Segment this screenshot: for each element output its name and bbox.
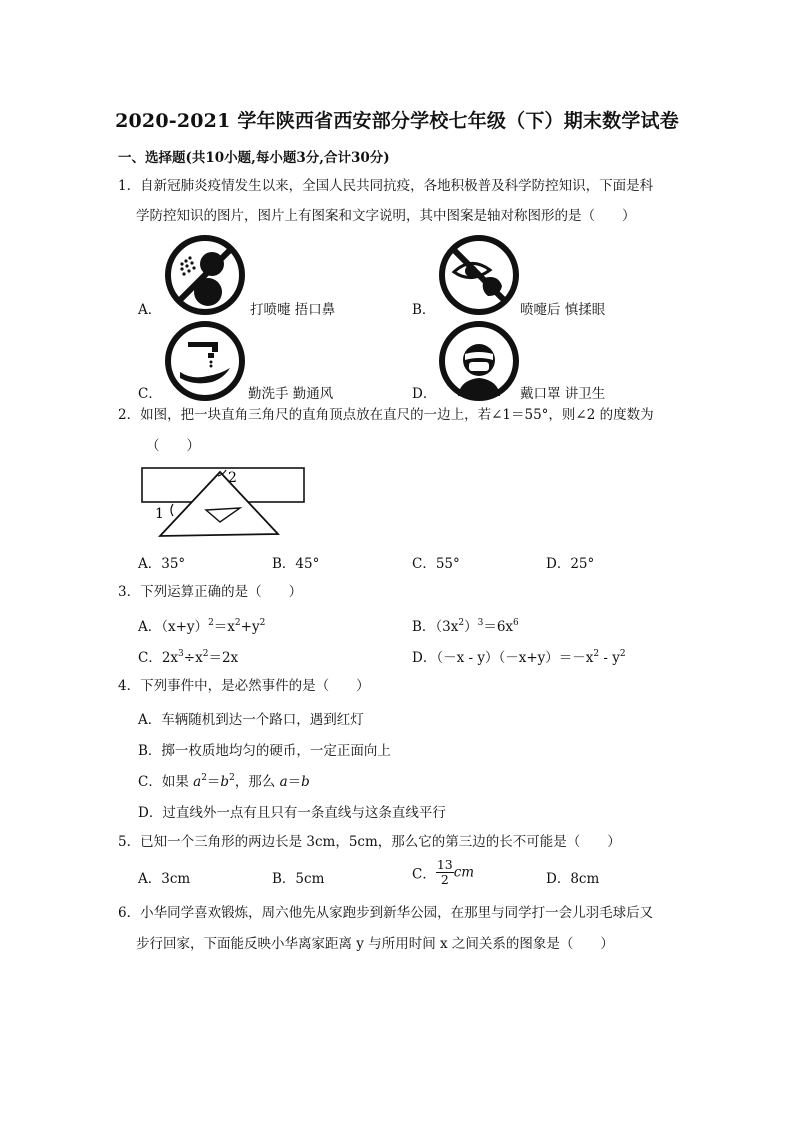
q1-option-a-label: A． — [138, 302, 162, 318]
q1-option-d-caption: 戴口罩 讲卫生 — [520, 386, 606, 402]
q2-option-b: B．45° — [272, 556, 320, 572]
q3-option-b: B．$(3x^2)^3=6x^6$ — [412, 618, 519, 635]
section-heading: 一、选择题(共10小题,每小题3分,合计30分) — [118, 150, 390, 166]
page-title: 2020-2021 学年陕西省西安部分学校七年级（下）期末数学试卷 — [115, 110, 679, 132]
q1-stem-line2: 学防控知识的图片，图片上有图案和文字说明，其中图案是轴对称图形的是（ ） — [136, 208, 636, 224]
q6-stem-line1: 6．小华同学喜欢锻炼，周六他先从家跑步到新华公园，在那里与同学打一会儿羽毛球后又 — [118, 905, 654, 921]
q6-stem-line2: 步行回家，下面能反映小华离家距离 y 与所用时间 x 之间关系的图象是（ ） — [136, 936, 614, 952]
q4-option-c: C．如果 $a^2=b^2$，那么 a＝b — [138, 773, 310, 790]
q1-stem-line1: 1．自新冠肺炎疫情发生以来，全国人民共同抗疫，各地积极普及科学防控知识，下面是科 — [118, 178, 654, 194]
ruler-triangle-figure — [140, 464, 310, 542]
q5-option-d: D．8cm — [546, 871, 600, 887]
q2-option-d: D．25° — [546, 556, 595, 572]
q2-stem-line2: （ ） — [146, 438, 200, 454]
q1-option-b-caption: 喷嚏后 慎揉眼 — [520, 302, 606, 318]
no-rub-eyes-icon — [438, 234, 520, 316]
q5-option-c: C． $\frac{13}{2}$ cm — [412, 857, 475, 887]
q5-option-b: B．5cm — [272, 871, 325, 887]
q3-option-d: D．$(-x - y)(-x+y)=-x^2 - y^2$ — [412, 649, 626, 666]
face-mask-icon — [438, 320, 520, 402]
q4-option-a: A．车辆随机到达一个路口，遇到红灯 — [138, 712, 364, 728]
hand-washing-icon — [164, 320, 246, 402]
q3-option-a: A．$(x+y)^2=x^2+y^2$ — [138, 618, 266, 635]
q1-option-c-caption: 勤洗手 勤通风 — [248, 386, 334, 402]
q1-option-a-caption: 打喷嚏 捂口鼻 — [250, 302, 336, 318]
q1-option-c-label: C． — [138, 386, 162, 402]
angle-2-label: 2 — [228, 470, 237, 486]
q5-option-a: A．3cm — [138, 871, 191, 887]
q4-stem: 4．下列事件中，是必然事件的是（ ） — [118, 678, 370, 694]
angle-1-label: 1 — [155, 506, 164, 522]
q2-option-a: A．35° — [138, 556, 186, 572]
q2-stem-line1: 2．如图，把一块直角三角尺的直角顶点放在直尺的一边上，若∠1＝55°，则∠2 的度数为 — [118, 407, 654, 423]
q3-stem: 3．下列运算正确的是（ ） — [118, 584, 303, 600]
q1-option-d-label: D． — [412, 386, 437, 402]
q4-option-b: B．掷一枚质地均匀的硬币，一定正面向上 — [138, 743, 391, 759]
triangle-ruler — [160, 472, 278, 536]
q2-option-c: C．55° — [412, 556, 460, 572]
q5-stem: 5．已知一个三角形的两边长是 3cm，5cm，那么它的第三边的长不可能是（ ） — [118, 834, 621, 850]
q1-option-b-label: B． — [412, 302, 436, 318]
q4-option-d: D．过直线外一点有且只有一条直线与这条直线平行 — [138, 805, 446, 821]
q3-option-c: C．$2x^3\div x^2=2x$ — [138, 649, 239, 666]
sneeze-icon — [164, 234, 246, 316]
